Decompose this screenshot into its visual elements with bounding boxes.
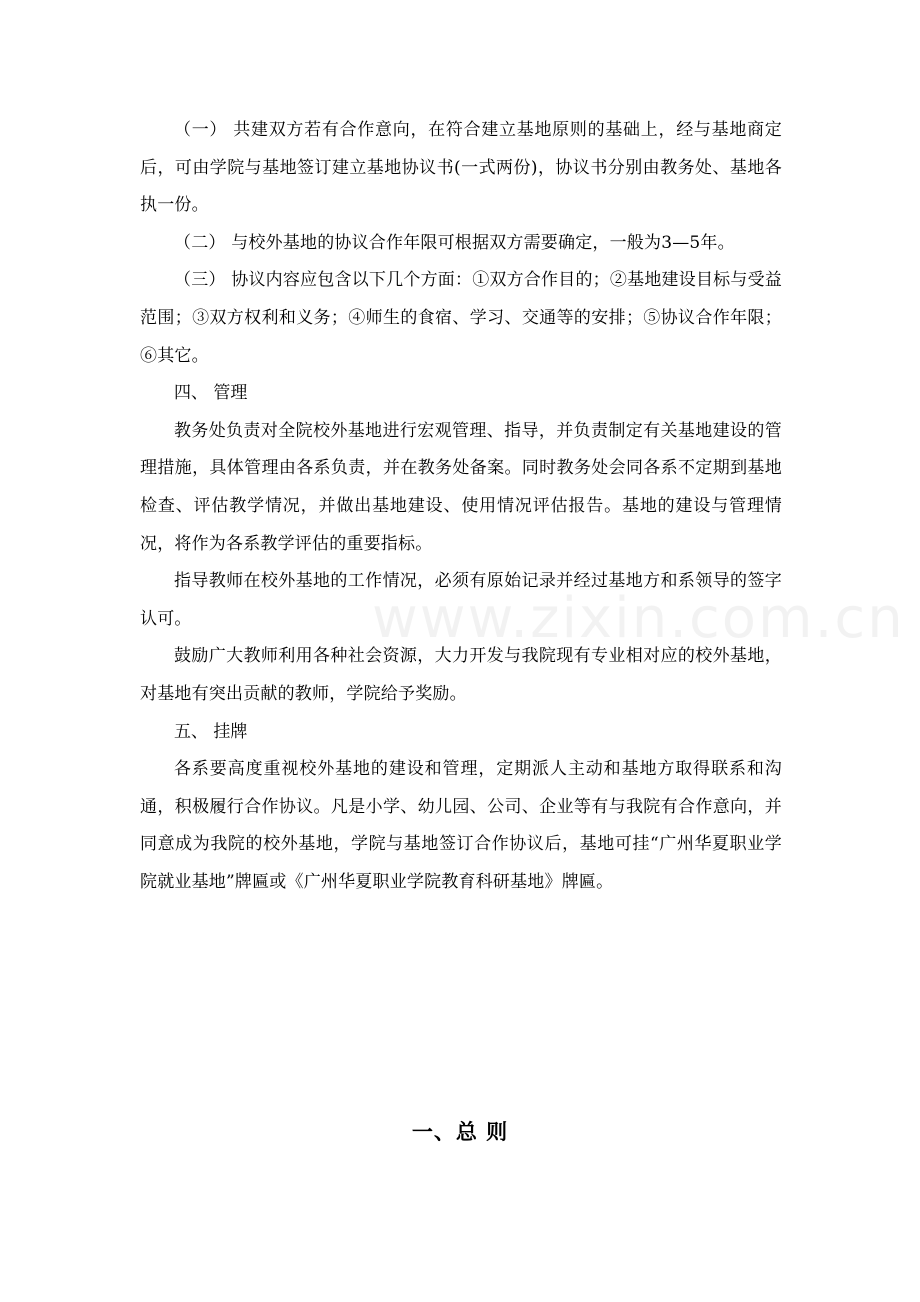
section-heading-plaque: 五、 挂牌 — [174, 721, 248, 742]
paragraph-plaque-rules: 各系要高度重视校外基地的建设和管理，定期派人主动和基地方取得联系和沟通，积极履行合作协议。凡是小学、幼儿园、公司、企业等有与我院有合作意向，并同意成为我院的校外基地，学院与基地签订合作协议后，基地可挂“广州华夏职业学院就业基地”牌匾或《广州华夏职业学院教育科研基地》牌匾。 — [140, 759, 782, 892]
paragraph-agreement-signing: （一） 共建双方若有合作意向，在符合建立基地原则的基础上，经与基地商定后，可由学院与基地签订建立基地协议书(一式两份)，协议书分别由教务处、基地各执一份。 — [140, 120, 782, 216]
watermark: www.zixin.com.cn — [372, 586, 905, 651]
paragraph-agreement-term: （二） 与校外基地的协议合作年限可根据双方需要确定，一般为3—5年。 — [174, 232, 735, 253]
section-heading-management: 四、 管理 — [174, 383, 248, 404]
document-body — [140, 112, 782, 901]
paragraph-management-duties: 教务处负责对全院校外基地进行宏观管理、指导，并负责制定有关基地建设的管理措施，具体管理由各系负责，并在教务处备案。同时教务处会同各系不定期到基地检查、评估教学情况，并做出基地建设、使用情况评估报告。基地的建设与管理情况，将作为各系教学评估的重要指标。 — [140, 420, 782, 554]
paragraph-agreement-content: （三） 协议内容应包含以下几个方面：①双方合作目的；②基地建设目标与受益范围；③双方权利和义务；④师生的食宿、学习、交通等的安排；⑤协议合作年限；⑥其它。 — [140, 270, 782, 366]
paragraph-teacher-records: 指导教师在校外基地的工作情况，必须有原始记录并经过基地方和系领导的签字认可。 — [140, 571, 782, 629]
section-title-general: 一、总 则 — [411, 1120, 509, 1144]
paragraph-encourage-teachers: 鼓励广大教师利用各种社会资源，大力开发与我院现有专业相对应的校外基地，对基地有突出贡献的教师，学院给予奖励。 — [140, 646, 782, 704]
